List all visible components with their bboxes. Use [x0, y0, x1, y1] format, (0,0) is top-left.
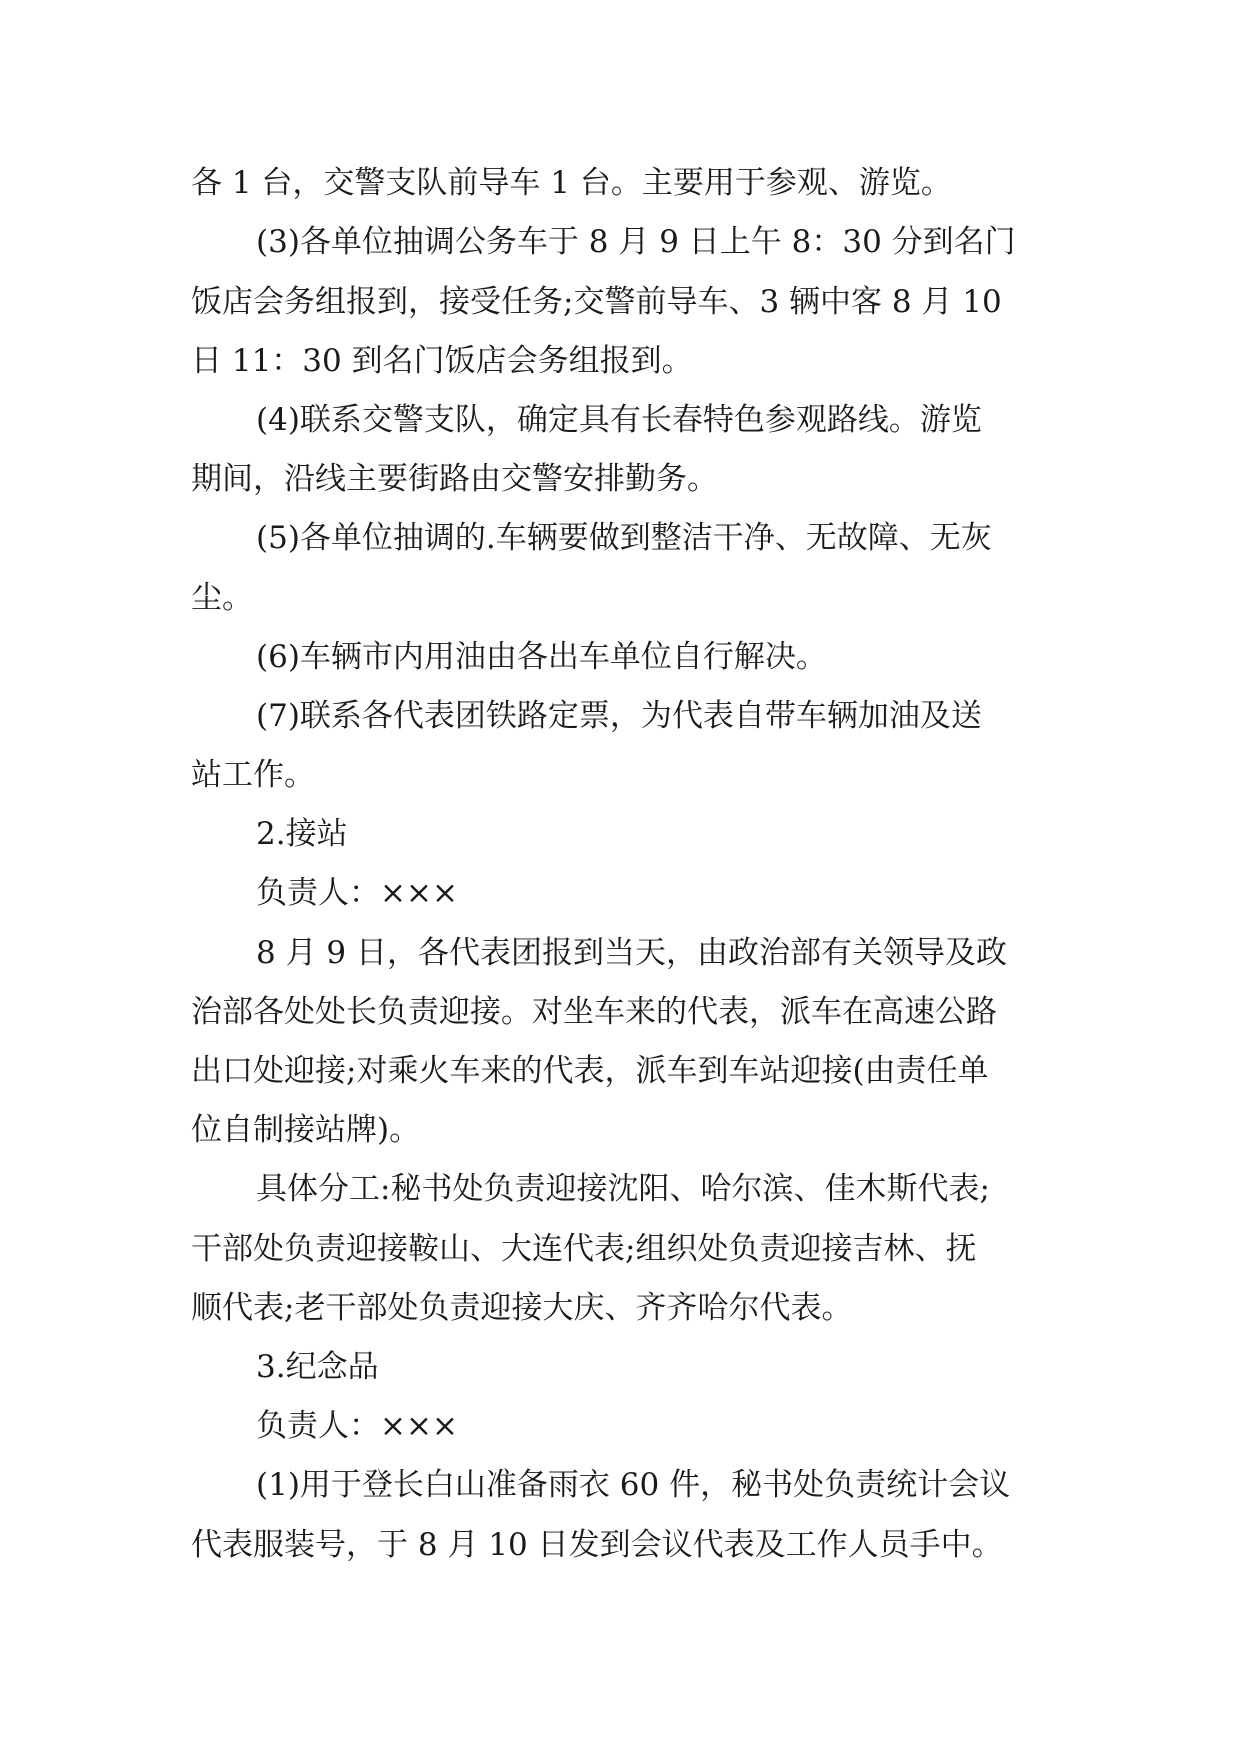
text-line: (6)车辆市内用油由各出车单位自行解决。 [256, 639, 827, 675]
text-line: 日 11：30 到名门饭店会务组报到。 [191, 343, 693, 379]
text-line: 代表服装号，于 8 月 10 日发到会议代表及工作人员手中。 [191, 1527, 1003, 1563]
text-line: 8 月 9 日，各代表团报到当天，由政治部有关领导及政 [256, 935, 1008, 971]
text-line: 顺代表;老干部处负责迎接大庆、齐齐哈尔代表。 [191, 1290, 853, 1326]
text-line: (3)各单位抽调公务车于 8 月 9 日上午 8：30 分到名门 [256, 224, 1016, 260]
text-line: 各 1 台，交警支队前导车 1 台。主要用于参观、游览。 [191, 165, 952, 201]
section-heading: 2.接站 [256, 816, 348, 852]
text-line: 治部各处处长负责迎接。对坐车来的代表，派车在高速公路 [191, 994, 997, 1030]
text-line: 出口处迎接;对乘火车来的代表，派车到车站迎接(由责任单 [191, 1053, 989, 1089]
text-line: 饭店会务组报到，接受任务;交警前导车、3 辆中客 8 月 10 [191, 284, 1002, 320]
text-line: 具体分工:秘书处负责迎接沈阳、哈尔滨、佳木斯代表; [256, 1171, 990, 1207]
text-line: (7)联系各代表团铁路定票，为代表自带车辆加油及送 [256, 698, 982, 734]
text-line: 负责人：××× [256, 1408, 458, 1444]
text-line: 位自制接站牌)。 [191, 1112, 421, 1148]
text-line: 干部处负责迎接鞍山、大连代表;组织处负责迎接吉林、抚 [191, 1231, 977, 1267]
text-line: 期间，沿线主要街路由交警安排勤务。 [191, 461, 718, 497]
text-line: (1)用于登长白山准备雨衣 60 件，秘书处负责统计会议 [256, 1467, 1011, 1503]
section-heading: 3.纪念品 [256, 1349, 379, 1385]
text-line: 负责人：××× [256, 875, 458, 911]
text-line: 站工作。 [191, 757, 315, 793]
text-line: 尘。 [191, 580, 253, 616]
text-line: (5)各单位抽调的.车辆要做到整洁干净、无故障、无灰 [256, 520, 992, 556]
text-line: (4)联系交警支队，确定具有长春特色参观路线。游览 [256, 402, 982, 438]
